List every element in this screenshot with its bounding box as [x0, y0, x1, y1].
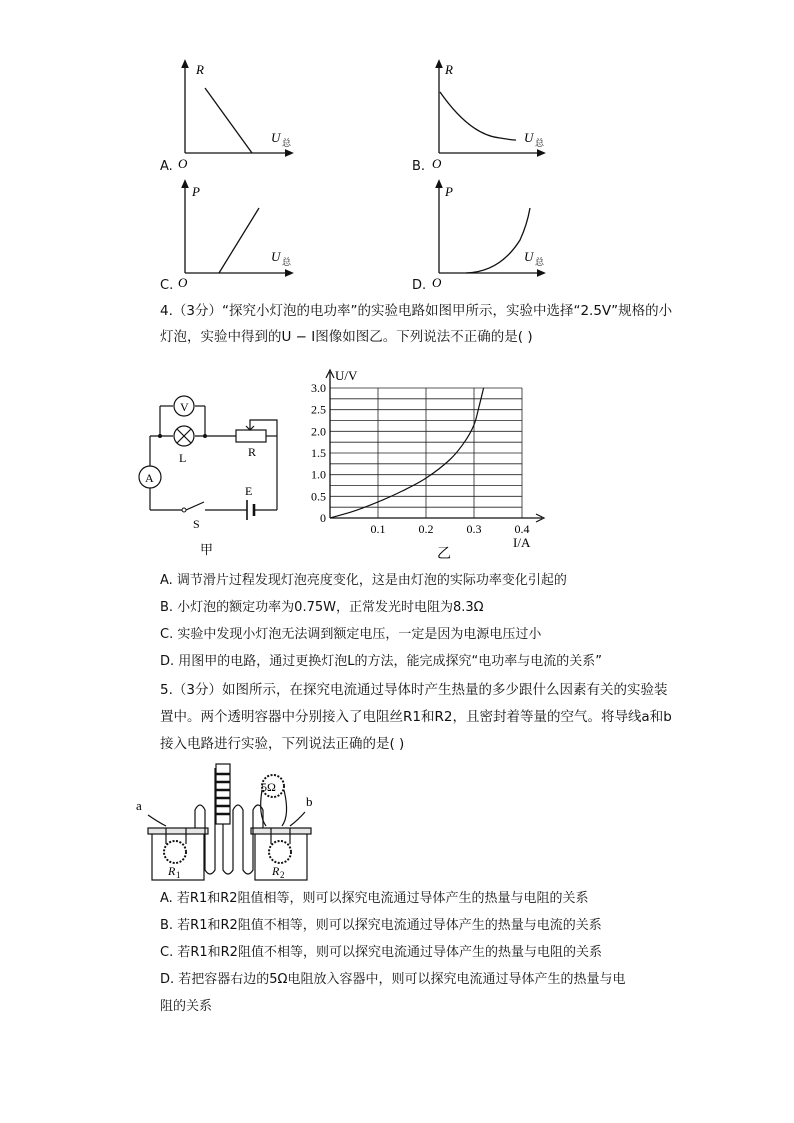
- chart-y-tick-label: 1.0: [311, 467, 326, 482]
- chart-x-tick-label: 0.1: [370, 522, 386, 536]
- chart-y-tick-label: 0.5: [311, 489, 326, 504]
- graph-a-x-sub: 总: [282, 138, 292, 148]
- chart-x-tick-label: 0.2: [418, 522, 434, 536]
- q5-line-1: 5.（3分）如图所示，在探究电流通过导体时产生热量的多少跟什么因素有关的实验装: [160, 682, 668, 698]
- chart-y-tick-label: 3.0: [311, 381, 326, 395]
- graph-c-curve: [219, 208, 259, 273]
- ui-chart: [300, 358, 560, 568]
- graph-b-x-sub: 总: [535, 138, 545, 148]
- q4-line-2: 灯泡，实验中得到的U − I图像如图乙。下列说法不正确的是( ): [160, 329, 533, 345]
- q4-option-a: A. 调节滑片过程发现灯泡亮度变化，这是由灯泡的实际功率变化引起的: [160, 573, 567, 588]
- chart-grid: [330, 388, 522, 518]
- graph-d-y-label: P: [445, 184, 453, 199]
- switch-label: S: [193, 517, 200, 531]
- circuit-diagram: [130, 380, 300, 560]
- graph-c-x-label: U: [271, 249, 281, 264]
- r2-label: R: [272, 864, 280, 878]
- q5-option-a: A. 若R1和R2阻值相等，则可以探究电流通过导体产生的热量与电阻的关系: [160, 891, 589, 906]
- graph-a-curve: [205, 88, 252, 153]
- chart-y-label: U/V: [335, 368, 358, 383]
- chart-x-tick-label: 0.4: [514, 522, 530, 536]
- wire-b-label: b: [306, 794, 313, 809]
- graph-a-y-label: R: [196, 62, 204, 77]
- chart-caption: 乙: [437, 547, 451, 562]
- chart-y-tick-label: 2.5: [311, 402, 326, 417]
- graph-a-origin: O: [178, 156, 188, 171]
- r2-sub: 2: [280, 870, 285, 880]
- graph-b-x-label: U: [524, 130, 534, 145]
- q5-line-2: 置中。两个透明容器中分别接入了电阻丝R1和R2，且密封着等量的空气。将导线a和b: [160, 709, 672, 725]
- graph-c: [178, 183, 292, 290]
- q5-line-3: 接入电路进行实验，下列说法正确的是( ): [160, 736, 405, 752]
- graph-d: [432, 183, 545, 290]
- q5-option-d: D. 若把容器右边的5Ω电阻放入容器中，则可以探究电流通过导体产生的热量与电: [160, 972, 626, 987]
- chart-ticks: [311, 381, 530, 536]
- graph-c-x-sub: 总: [282, 257, 292, 267]
- chart-x-label: I/A: [513, 535, 531, 550]
- graph-b: [432, 62, 545, 171]
- r1-label: R: [168, 864, 176, 878]
- rheostat-label: R: [248, 445, 257, 459]
- q4-option-d: D. 用图甲的电路，通过更换灯泡L的方法，能完成探究“电功率与电流的关系”: [160, 654, 602, 669]
- chart-axes: [326, 370, 544, 522]
- five-ohm-label: 5Ω: [261, 780, 276, 794]
- option-d-letter: D.: [412, 278, 427, 293]
- option-c-letter: C.: [160, 278, 174, 293]
- ammeter-label: A: [145, 471, 154, 485]
- circuit-caption: 甲: [200, 542, 214, 557]
- graph-d-x-sub: 总: [535, 257, 545, 267]
- q4-option-c: C. 实验中发现小灯泡无法调到额定电压，一定是因为电源电压过小: [160, 627, 542, 642]
- wire-a-label: a: [136, 798, 142, 813]
- q5-option-b: B. 若R1和R2阻值不相等，则可以探究电流通过导体产生的热量与电流的关系: [160, 918, 602, 933]
- option-graphs: [0, 0, 794, 300]
- graph-b-curve: [440, 92, 516, 140]
- graph-d-origin: O: [432, 275, 442, 290]
- chart-x-tick-label: 0.3: [466, 522, 482, 536]
- graph-a: [178, 62, 292, 171]
- chart-y-tick-label: 2.0: [311, 424, 326, 439]
- graph-b-y-label: R: [445, 62, 453, 77]
- q5-option-c: C. 若R1和R2阻值不相等，则可以探究电流通过导体产生的热量与电阻的关系: [160, 945, 602, 960]
- r1-sub: 1: [176, 870, 181, 880]
- battery-label: E: [245, 484, 253, 498]
- chart-y-tick-label: 0: [320, 511, 326, 525]
- graph-d-x-label: U: [524, 249, 534, 264]
- lamp-label: L: [179, 451, 187, 465]
- heating-apparatus: [130, 760, 330, 885]
- chart-y-tick-label: 1.5: [311, 446, 326, 460]
- q5-option-d-cont: 阻的关系: [160, 999, 213, 1014]
- graph-c-origin: O: [178, 275, 188, 290]
- q4-option-b: B. 小灯泡的额定功率为0.75W，正常发光时电阻为8.3Ω: [160, 600, 484, 615]
- graph-c-y-label: P: [192, 184, 200, 199]
- q4-line-1: 4.（3分）“探究小灯泡的电功率”的实验电路如图甲所示，实验中选择“2.5V”规格的小: [160, 303, 673, 319]
- option-a-letter: A.: [160, 159, 173, 174]
- option-b-letter: B.: [412, 159, 426, 174]
- graph-a-x-label: U: [271, 130, 281, 145]
- graph-b-origin: O: [432, 156, 442, 171]
- graph-d-curve: [466, 208, 530, 273]
- voltmeter-label: V: [180, 400, 189, 414]
